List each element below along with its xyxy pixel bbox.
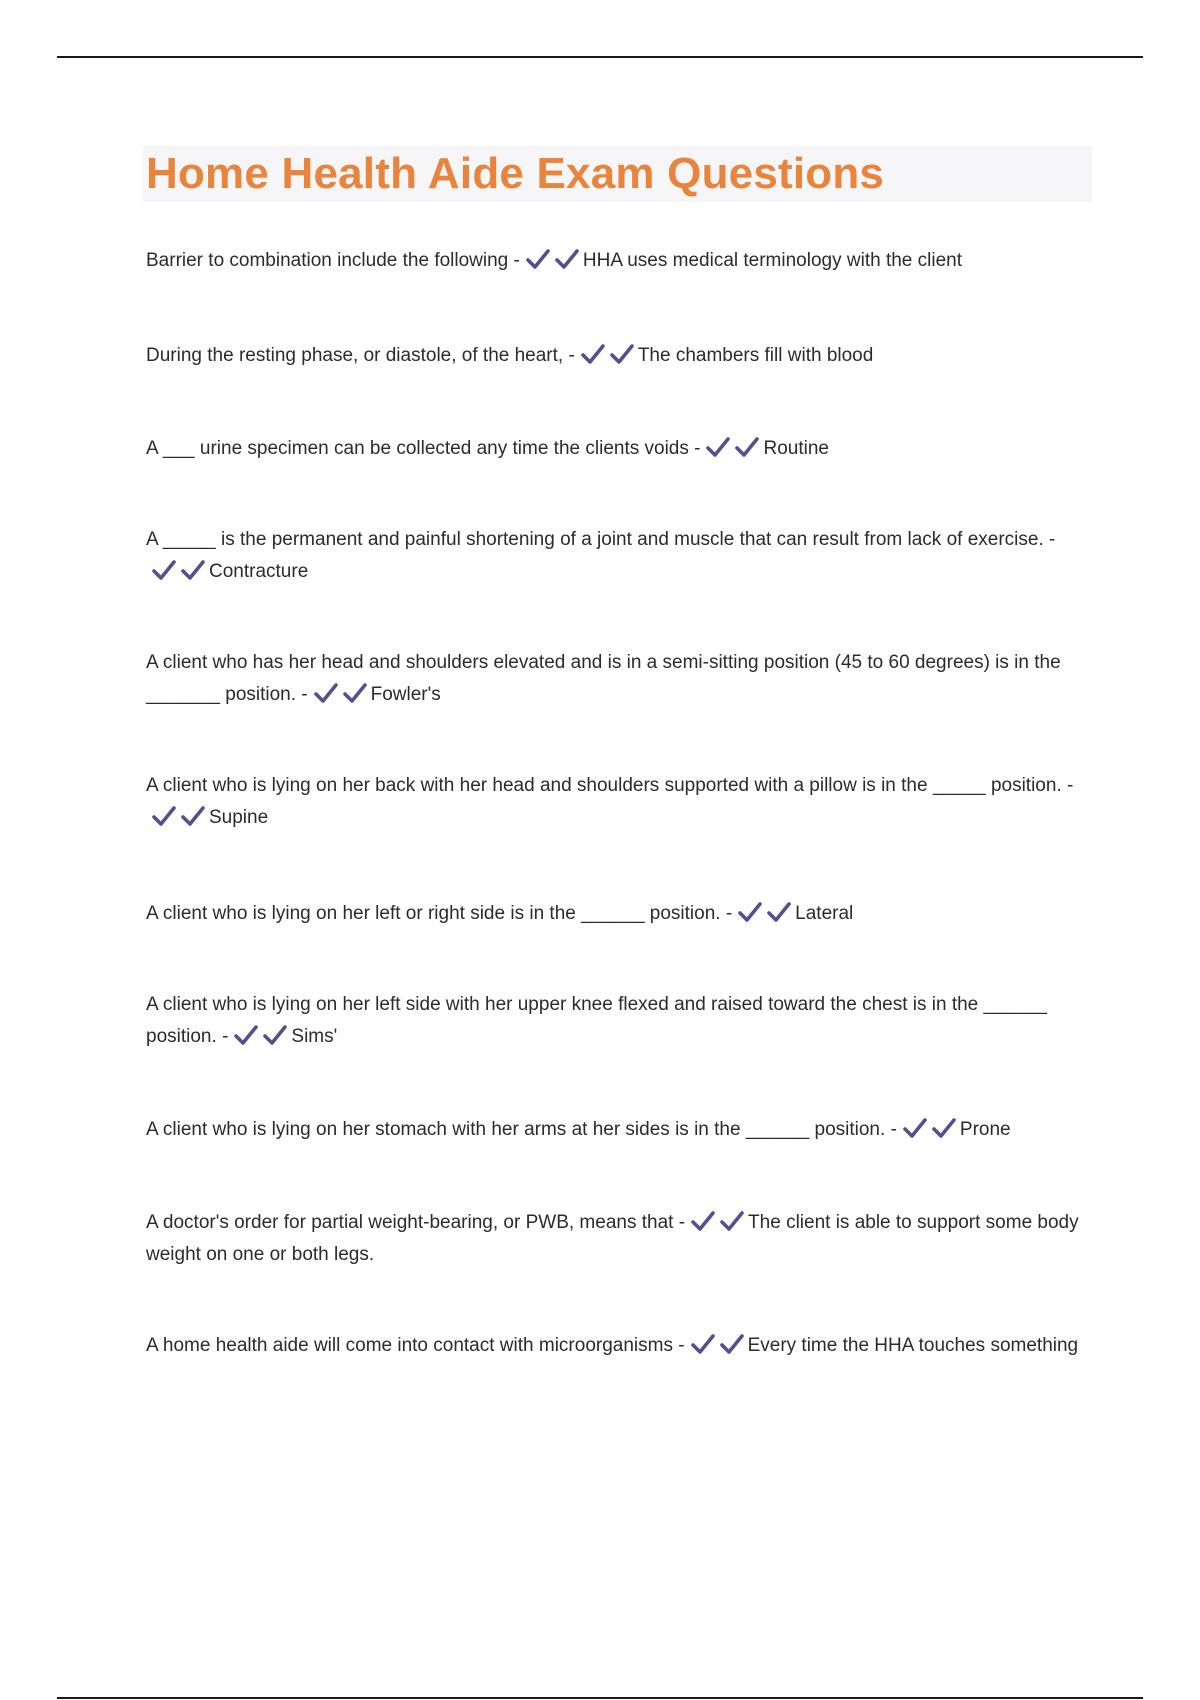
double-checkmark-icon	[706, 436, 759, 469]
question-text: A client who is lying on her left side with her upper knee flexed and raised toward the chest is in the ______ position.	[146, 994, 1047, 1047]
question-text: A ___ urine specimen can be collected any time the clients voids	[146, 438, 689, 459]
answer-text: The client is able to support some body weight on one or both legs.	[146, 1212, 1079, 1265]
double-checkmark-icon	[152, 805, 205, 838]
separator: -	[513, 250, 520, 271]
question-text: A client who has her head and shoulders elevated and is in a semi-sitting position (45 to 60 degrees) is in the _______ position.	[146, 652, 1061, 705]
qa-item-5	[146, 647, 1096, 715]
double-checkmark-icon	[691, 1210, 744, 1241]
answer-text: Sims'	[291, 1026, 338, 1047]
question-text: A _____ is the permanent and painful shortening of a joint and muscle that can result from lack of exercise.	[146, 529, 1044, 550]
answer-text: Fowler's	[370, 684, 441, 705]
qa-item-10	[146, 1209, 1096, 1269]
qa-item-6	[146, 770, 1096, 838]
separator: -	[694, 438, 701, 459]
separator: -	[678, 1212, 686, 1233]
bottom-rule	[57, 1697, 1143, 1699]
answer-text: Contracture	[209, 561, 309, 582]
double-checkmark-icon	[581, 343, 634, 376]
separator: -	[1049, 529, 1056, 550]
question-text: During the resting phase, or diastole, of the heart,	[146, 345, 564, 366]
question-text: A client who is lying on her stomach with her arms at her sides is in the ______ position.	[146, 1119, 886, 1140]
answer-text: The chambers fill with blood	[637, 345, 874, 366]
top-rule	[57, 56, 1143, 58]
qa-item-4	[146, 524, 1096, 592]
question-text: A client who is lying on her back with her head and shoulders supported with a pillow is in the _____ position.	[146, 775, 1062, 796]
qa-item-1	[146, 245, 1096, 281]
qa-item-8	[146, 989, 1096, 1057]
answer-text: Supine	[209, 807, 269, 828]
double-checkmark-icon	[526, 248, 579, 281]
separator: -	[890, 1119, 897, 1140]
double-checkmark-icon	[152, 559, 205, 592]
qa-item-3	[146, 433, 1096, 469]
answer-text: Lateral	[795, 903, 854, 924]
qa-item-2	[146, 340, 1096, 376]
separator: -	[568, 345, 575, 366]
double-checkmark-icon	[234, 1024, 287, 1057]
question-text: A client who is lying on her left or right side is in the ______ position.	[146, 903, 721, 924]
question-text: Barrier to combination include the following	[146, 250, 509, 271]
answer-text: Prone	[959, 1119, 1011, 1140]
qa-item-7	[146, 898, 1096, 934]
answer-text: Routine	[763, 438, 829, 459]
double-checkmark-icon	[314, 682, 367, 715]
answer-text: HHA uses medical terminology with the client	[582, 250, 962, 271]
separator: -	[678, 1335, 685, 1356]
double-checkmark-icon	[691, 1333, 744, 1364]
document-title: Home Health Aide Exam Questions	[146, 149, 885, 198]
double-checkmark-icon	[903, 1117, 956, 1150]
double-checkmark-icon	[738, 901, 791, 934]
qa-item-11	[146, 1332, 1096, 1364]
question-text: A home health aide will come into contact with microorganisms	[146, 1335, 673, 1356]
separator: -	[301, 684, 308, 705]
separator: -	[222, 1026, 229, 1047]
question-text: A doctor's order for partial weight-bearing, or PWB, means that	[146, 1212, 674, 1233]
separator: -	[725, 903, 733, 924]
qa-item-9	[146, 1114, 1096, 1150]
separator: -	[1067, 775, 1074, 796]
answer-text: Every time the HHA touches something	[747, 1335, 1079, 1356]
